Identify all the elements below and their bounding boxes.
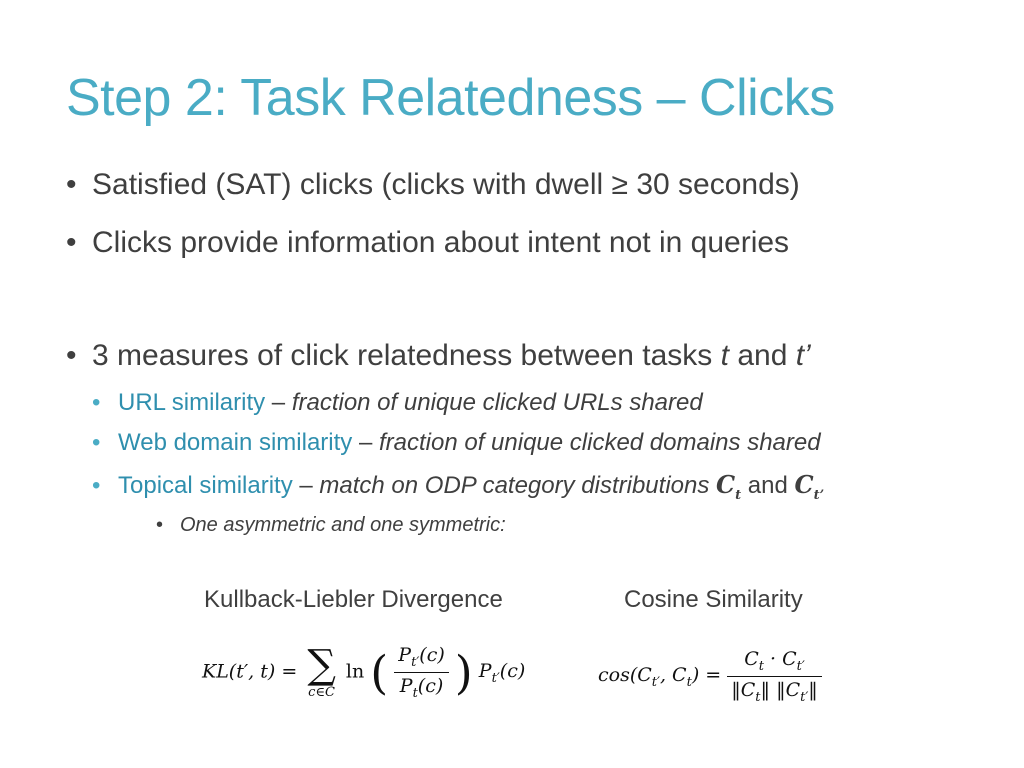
term-web-domain-similarity: Web domain similarity [118,429,353,456]
and-text: and [728,339,796,372]
kl-denominator [394,673,448,701]
separator: – [265,389,292,416]
norm-c: ‖ [808,678,818,701]
sub-bullet-marker: • [92,472,101,499]
bullet-sat-clicks [66,168,800,202]
bullet-text: 3 measures of click relatedness between tasks [92,339,721,372]
p: P [399,674,413,697]
math-sub-t-prime: t’ [813,487,825,503]
cos-fraction [727,648,822,705]
sub: t′ [800,689,809,705]
arg: (c) [499,660,526,683]
description: match on ODP category distributions [319,472,710,499]
sub: t [412,685,418,701]
sub: t′ [796,658,805,674]
arg: (c) [417,674,444,697]
left-paren: ( [370,645,389,700]
kl-formula [202,641,526,701]
norm-a: ‖C [731,678,756,701]
sub: t′ [411,654,420,670]
and-text: and [741,472,795,499]
kl-lhs: KL(t′, t) = [202,660,298,683]
sub-bullet-domain [92,429,821,457]
bullet-marker: • [66,168,77,201]
term-url-similarity: URL similarity [118,389,266,416]
c: C [744,648,759,670]
sub-bullet-marker: • [92,389,101,416]
bullet-intent [66,226,789,260]
var-t: t [720,339,729,372]
bullet-text: Clicks provide information about intent not in queries [92,226,790,259]
bullet-text: Satisfied (SAT) clicks (clicks with dwell ≥ 30 seconds) [92,168,800,201]
summation [307,641,336,700]
math-sub-t: t [735,487,742,503]
bullet-marker: • [66,226,77,259]
sigma-symbol: ∑ [307,641,336,688]
cos-mid: , C [659,664,687,687]
cos-text: cos(C [598,664,652,687]
description: fraction of unique clicked URLs shared [291,389,703,416]
p: P [478,660,492,683]
cos-denominator [727,677,822,705]
separator: – [292,472,320,499]
dot-c: · C [763,648,797,670]
sub: t [755,689,761,705]
norm-b: ‖ ‖C [760,678,801,701]
cos-lhs [598,664,722,691]
sub-bullet-url [92,389,703,417]
kl-fraction [394,644,448,701]
bullet-marker: • [66,339,77,372]
gap [709,472,716,499]
kl-divergence-label: Kullback-Liebler Divergence [204,586,503,613]
cos-numerator [727,648,822,677]
right-paren: ) [454,645,473,700]
var-t-prime: t’ [795,339,811,372]
bullet-measures [66,339,811,373]
cosine-formula [598,648,822,705]
math-c-t [716,470,742,503]
sum-index: c∈C [308,684,336,700]
sub-sub-bullet [156,514,506,537]
sub: t′ [651,675,660,691]
math-c: C [794,470,814,499]
p: P [398,644,412,666]
math-c: C [716,470,736,499]
arg: (c) [419,644,445,666]
cosine-similarity-label: Cosine Similarity [624,586,803,613]
sub: t [686,675,692,691]
kl-tail [478,660,526,687]
sub-sub-bullet-text: One asymmetric and one symmetric: [180,514,506,536]
ln: ln [345,660,365,683]
separator: – [352,429,379,456]
math-c-t-prime [794,470,825,503]
sub-sub-bullet-marker: • [156,514,164,536]
description: fraction of unique clicked domains shared [378,429,821,456]
kl-numerator [394,644,448,673]
slide-title: Step 2: Task Relatedness – Clicks [66,69,835,127]
sub: t′ [491,671,500,687]
sub: t [758,658,764,674]
cos-end: ) = [691,664,722,687]
sub-bullet-marker: • [92,429,101,456]
term-topical-similarity: Topical similarity [118,472,293,499]
sub-bullet-topical [92,470,824,503]
